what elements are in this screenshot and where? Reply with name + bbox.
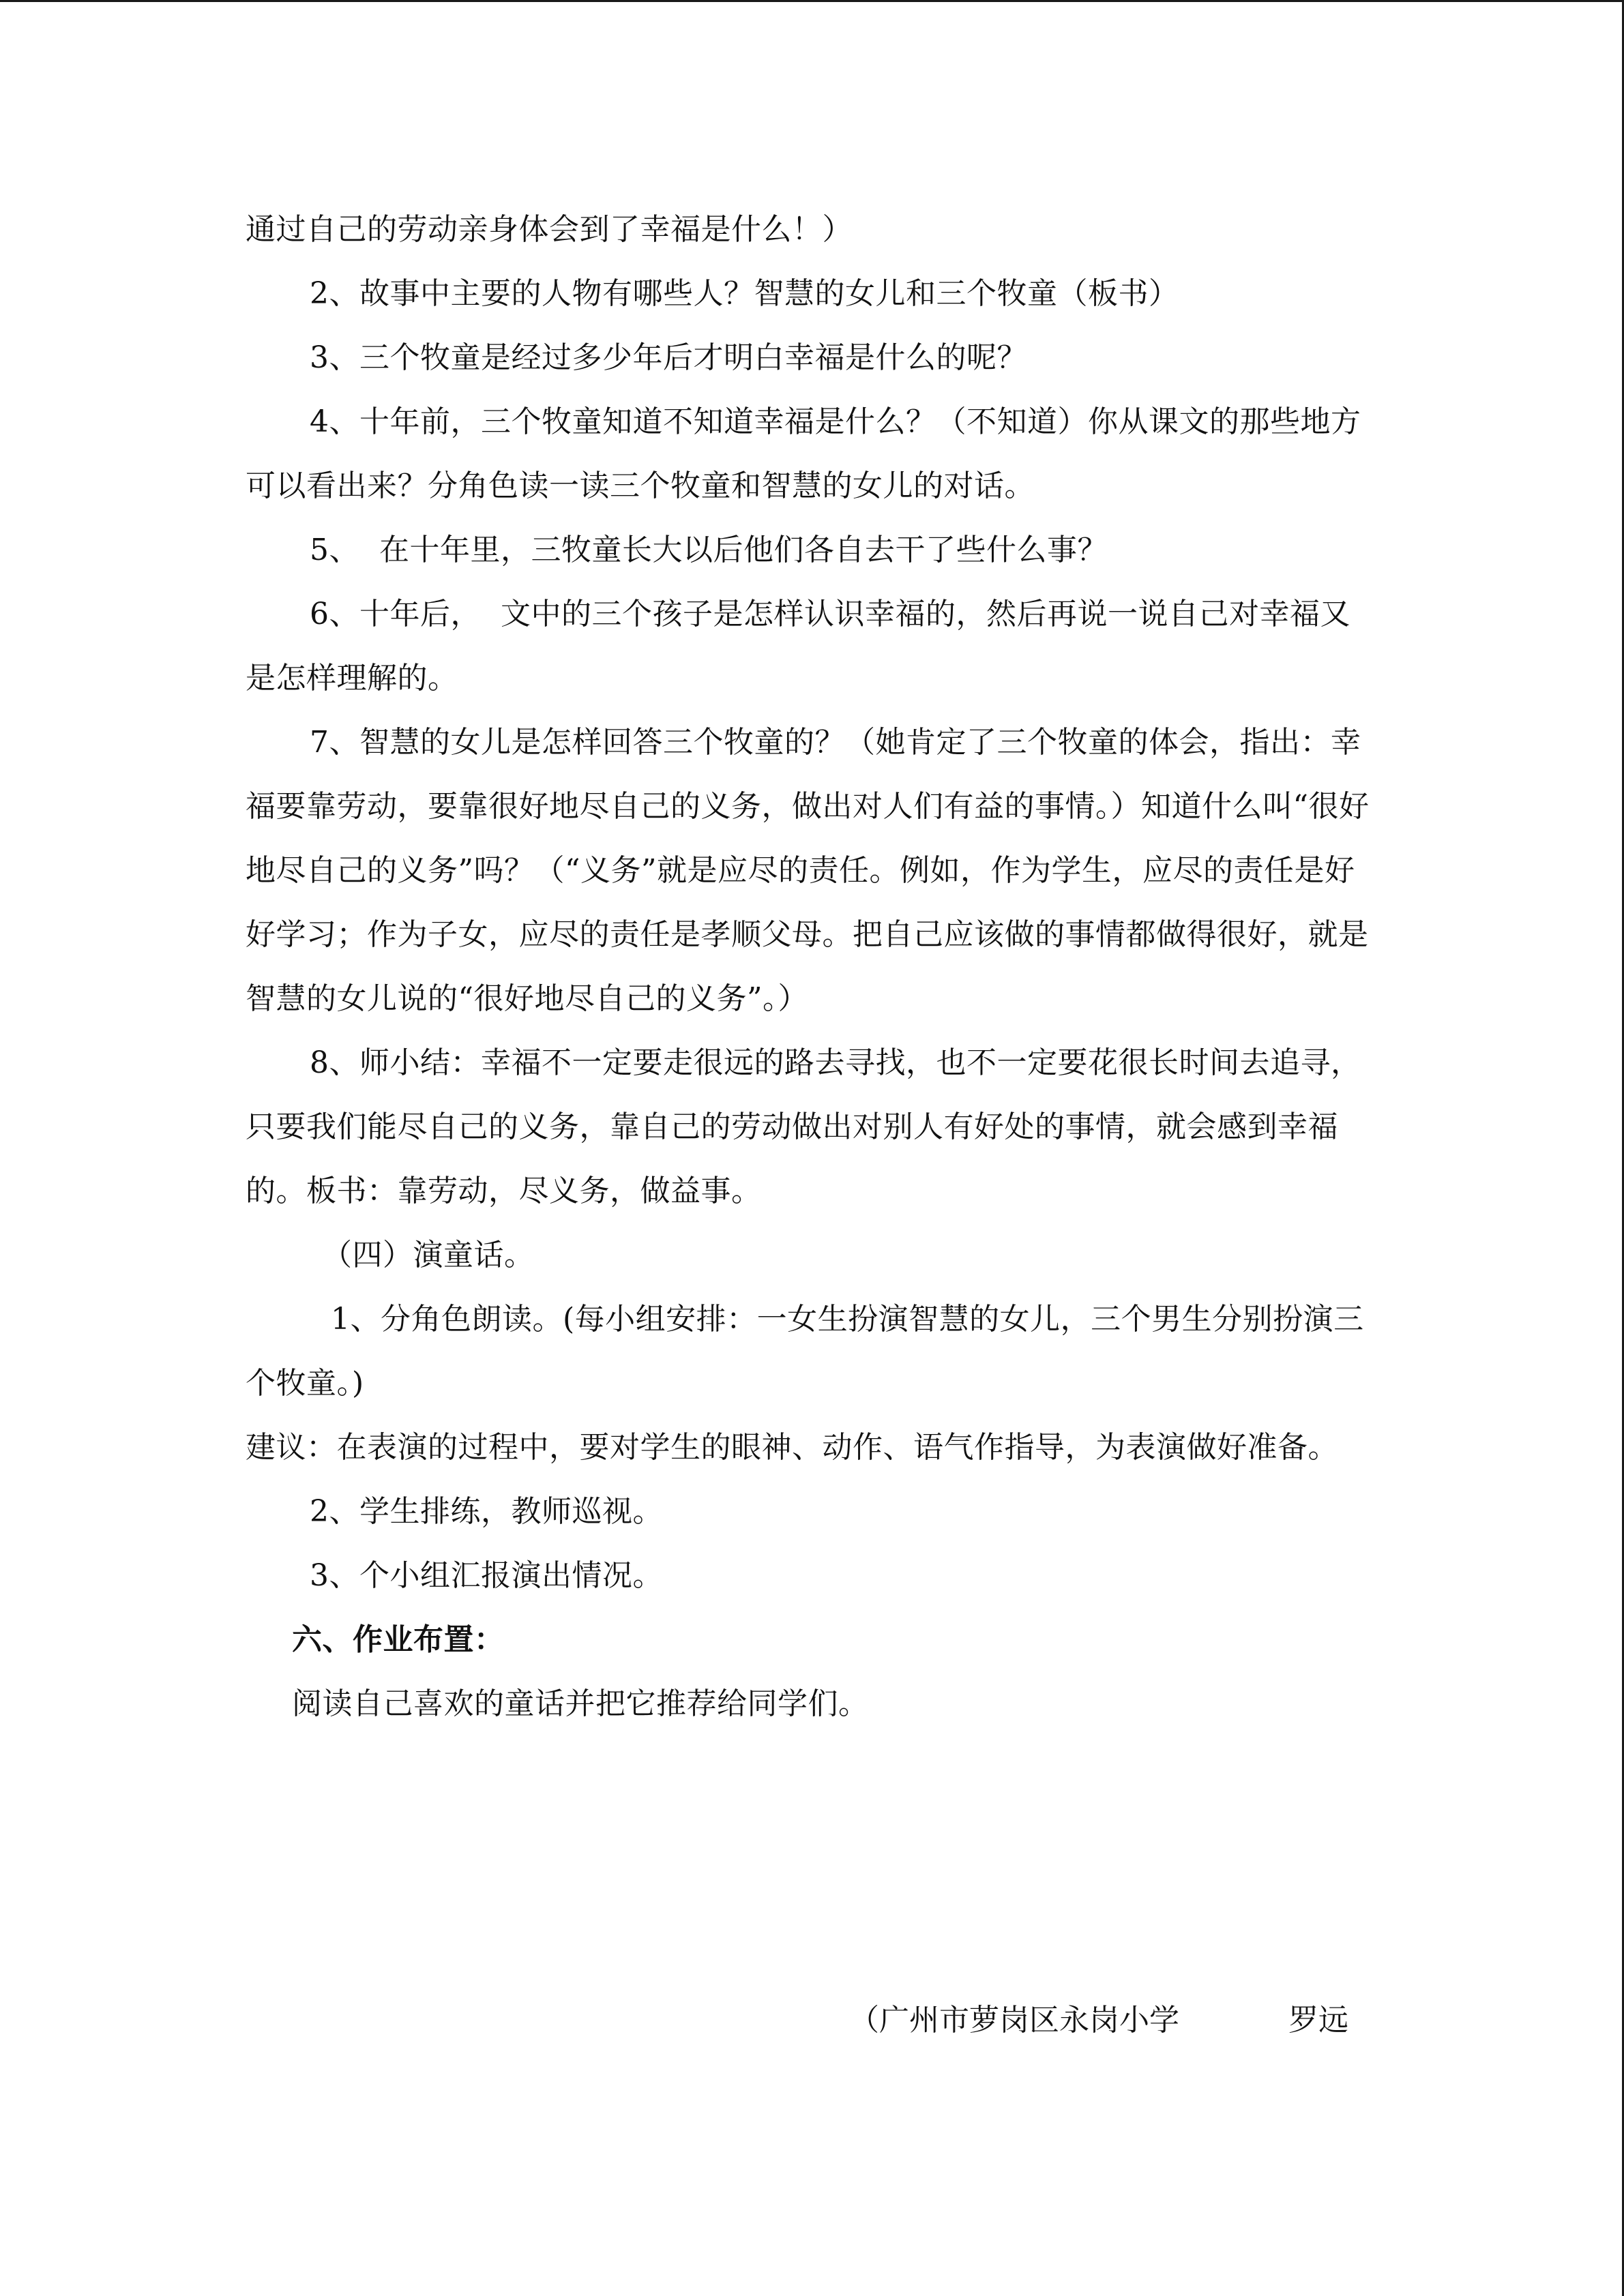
paragraph-item-4: 4、十年前，三个牧童知道不知道幸福是什么？（不知道）你从课文的那些地方可以看出来？分角色读一读三个牧童和智慧的女儿的对话。 — [246, 404, 1361, 503]
paragraph-item-3: 3、三个牧童是经过多少年后才明白幸福是什么的呢？ — [310, 340, 1027, 375]
paragraph-homework: 阅读自己喜欢的童话并把它推荐给同学们。 — [292, 1686, 869, 1721]
paragraph-item-6: 6、十年后， 文中的三个孩子是怎样认识幸福的，然后再说一说自己对幸福又是怎样理解的。 — [246, 597, 1350, 696]
paragraph-role-reading: 1、分角色朗读。(每小组安排：一女生扮演智慧的女儿，三个男生分别扮演三个牧童。) — [246, 1302, 1364, 1401]
paragraph-item-2: 2、故事中主要的人物有哪些人？智慧的女儿和三个牧童（板书） — [310, 276, 1179, 311]
signature-school: （广州市萝岗区永岗小学 — [849, 2003, 1179, 2038]
subsection-heading-four: （四）演童话。 — [322, 1238, 535, 1272]
paragraph-item-8: 8、师小结：幸福不一定要走很远的路去寻找，也不一定要花很长时间去追寻，只要我们能尽自己的义务，靠自己的劳动做出对别人有好处的事情，就会感到幸福的。板书：靠劳动，尽义务，做益事。 — [246, 1045, 1361, 1208]
page-top-border — [0, 0, 1624, 2]
paragraph-item-5: 5、 在十年里，三牧童长大以后他们各自去干了些什么事？ — [310, 533, 1108, 567]
section-heading-homework: 六、作业布置： — [292, 1622, 505, 1657]
signature-line — [849, 1988, 1381, 2053]
paragraph-report: 3、个小组汇报演出情况。 — [310, 1558, 663, 1593]
paragraph-rehearsal: 2、学生排练，教师巡视。 — [310, 1494, 663, 1529]
paragraph-continuation: 通过自己的劳动亲身体会到了幸福是什么！） — [246, 212, 853, 247]
paragraph-item-7: 7、智慧的女儿是怎样回答三个牧童的？（她肯定了三个牧童的体会，指出：幸福要靠劳动，要靠很好地尽自己的义务，做出对人们有益的事情。）知道什么叫“很好地尽自己的义务”吗？（“义务”就是应尽的责任。例如，作为学生，应尽的责任是好好学习；作为子女，应尽的责任是孝顺父母。把自己应该做的事情都做得很好，就是智慧的女儿说的“很好地尽自己的义务”。） — [246, 725, 1370, 1016]
signature-author: 罗远 — [1288, 2003, 1348, 2038]
document-body — [246, 198, 1378, 1736]
paragraph-suggestion: 建议：在表演的过程中，要对学生的眼神、动作、语气作指导，为表演做好准备。 — [246, 1430, 1338, 1465]
